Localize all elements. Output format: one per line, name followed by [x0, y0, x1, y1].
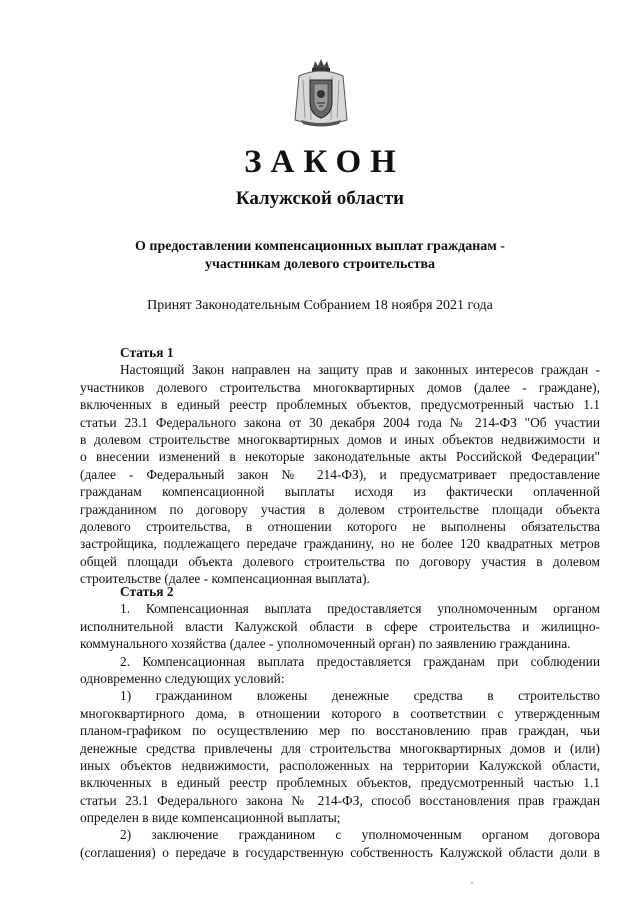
- text-line: 2. Компенсационная выплата предоставляется гражданам при соблюдении: [120, 653, 600, 669]
- text-line: о внесении изменений в некоторые законодательные акты Российской Федерации": [80, 449, 600, 465]
- text-line: денежные средства привлечены для строительства многоквартирных домов и (или): [80, 740, 600, 756]
- region-name: Калужской области: [235, 188, 405, 209]
- text-line: 2) заключение гражданином с уполномоченным органом договора: [120, 827, 600, 843]
- text-line: коммунального хозяйства (далее - уполномоченный орган) по заявлению гражданина.: [80, 636, 571, 652]
- text-line: застройщика, подлежащего передаче гражданину, но не более 120 квадратных метров: [80, 536, 600, 552]
- subject-line: О предоставлении компенсационных выплат гражданам -: [135, 239, 505, 254]
- text-line: участников долевого строительства многоквартирных домов (далее - граждане),: [80, 379, 600, 395]
- law-title: ЗАКОН: [244, 144, 405, 180]
- adoption-date: Принят Законодательным Собранием 18 ноября 2021 года: [147, 298, 493, 313]
- text-line: (соглашения) о передаче в государственную собственность Калужской области доли в: [80, 844, 600, 860]
- text-line: определен в виде компенсационной выплаты;: [80, 810, 341, 826]
- text-line: статьи 23.1 Федерального закона от 30 декабря 2004 года № 214-ФЗ "Об участии: [80, 414, 600, 430]
- scan-speck: [471, 882, 473, 884]
- text-line: в долевом строительстве многоквартирных домов и иных объектов недвижимости и: [80, 431, 600, 447]
- text-line: планом-графиком по осуществлению мер по восстановлению прав граждан, чьи: [80, 723, 600, 739]
- law-subject: [0, 238, 640, 274]
- text-line: статьи 23.1 Федерального закона № 214-ФЗ, способ восстановления прав граждан: [80, 792, 600, 808]
- subject-line: участникам долевого строительства: [204, 257, 436, 272]
- text-line: включенных в единый реестр проблемных объектов, предусмотренный частью 1.1: [80, 775, 600, 791]
- article-heading: Статья 1: [120, 345, 174, 360]
- text-line: 1. Компенсационная выплата предоставляется уполномоченным органом: [120, 601, 600, 617]
- text-line: долевого строительства, в отношении которого не выполнены обязательства: [80, 518, 600, 534]
- text-line: гражданином по договору участия в долевом строительстве площади объекта: [80, 501, 600, 517]
- coat-of-arms-emblem: [293, 58, 349, 128]
- text-line: одновременно следующих условий:: [80, 670, 285, 686]
- text-line: строительстве (далее - компенсационная выплата).: [80, 571, 370, 587]
- text-line: исполнительной власти Калужской области в сфере строительства и жилищно-: [80, 618, 600, 634]
- text-line: Настоящий Закон направлен на защиту прав и законных интересов граждан -: [120, 362, 600, 378]
- text-line: общей площади объекта долевого строительства по договору участия в долевом: [80, 553, 600, 569]
- article-1: [80, 344, 600, 587]
- text-line: иных объектов недвижимости, расположенных на территории Калужской области,: [80, 757, 600, 773]
- text-line: 1) гражданином вложены денежные средства в строительство: [120, 688, 600, 704]
- text-line: (далее - Федеральный закон № 214-ФЗ), и предусматривает предоставление: [80, 466, 600, 482]
- text-line: гражданам компенсационной выплаты исходя из фактически оплаченной: [80, 484, 600, 500]
- text-line: многоквартирного дома, в отношении которого в соответствии с утвержденным: [80, 705, 600, 721]
- text-line: включенных в единый реестр проблемных объектов, предусмотренный частью 1.1: [80, 397, 600, 413]
- article-2: [80, 583, 600, 861]
- article-heading: Статья 2: [120, 584, 174, 599]
